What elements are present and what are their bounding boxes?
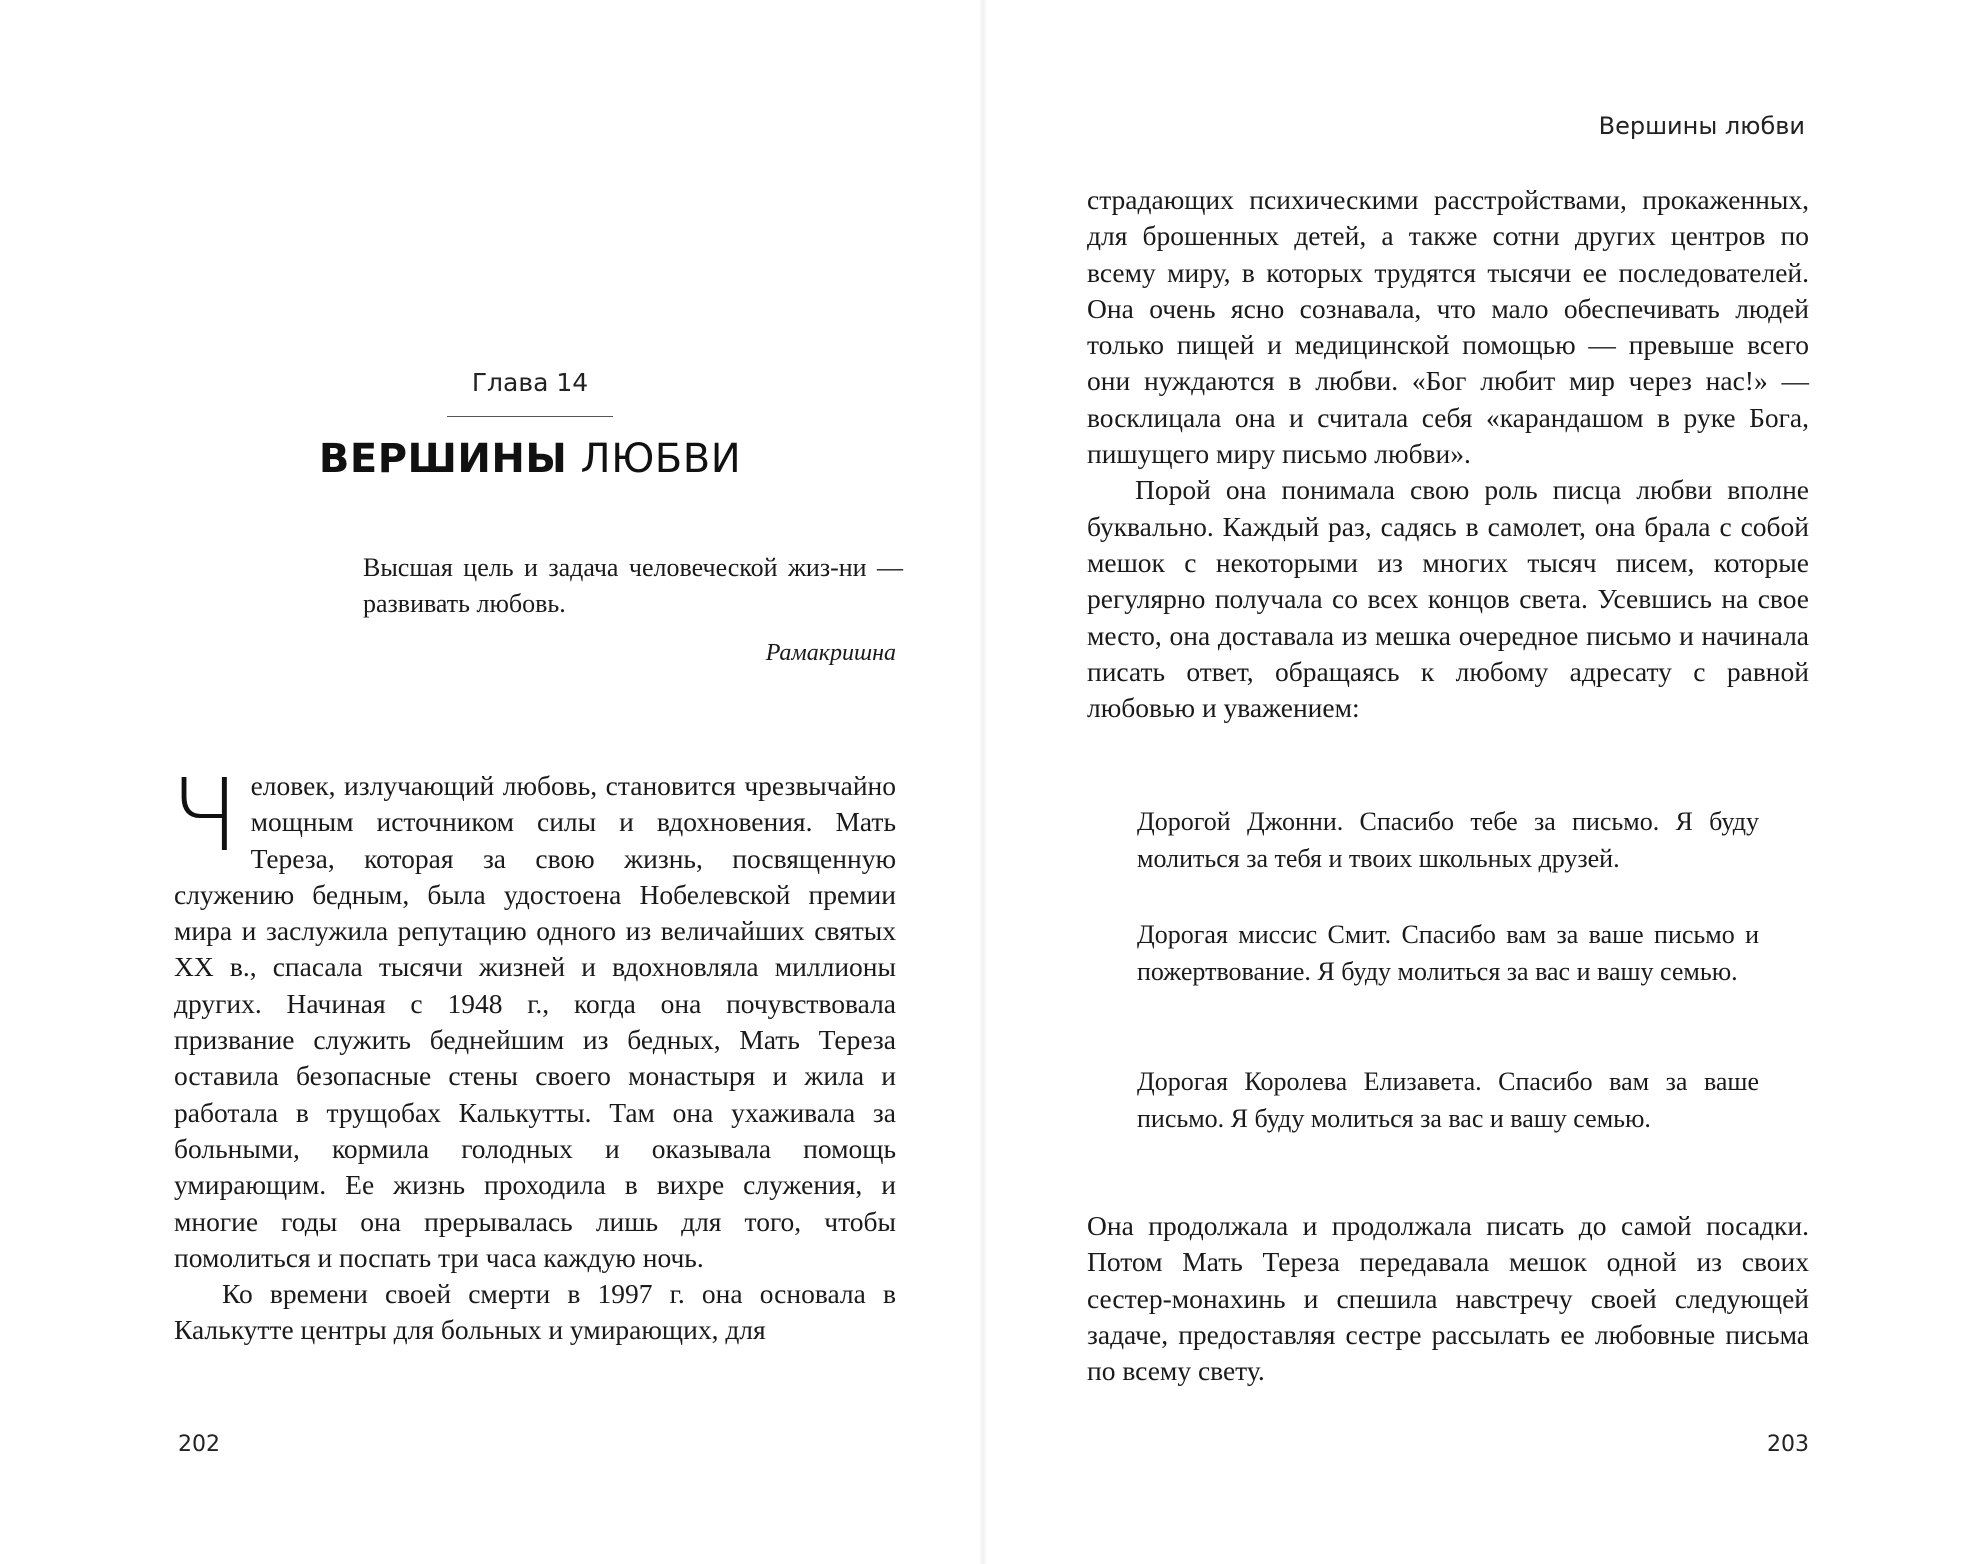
epigraph-text: Высшая цель и задача человеческой жиз-ни — развивать любовь. <box>363 553 903 618</box>
chapter-label: Глава 14 <box>471 368 589 397</box>
left-paragraph-2: Ко времени своей смерти в 1997 г. она основала в Калькутте центры для больных и умирающих, для <box>174 1278 896 1346</box>
epigraph-author: Рамакришна <box>765 640 896 666</box>
letter-1-text: Дорогой Джонни. Спасибо тебе за письмо. Я буду молиться за тебя и твоих школьных друзей. <box>1137 807 1759 873</box>
chapter-title-light: ЛЮБВИ <box>567 436 742 482</box>
page-number-left: 202 <box>178 1432 220 1457</box>
chapter-title-bold: ВЕРШИНЫ <box>318 436 568 482</box>
right-paragraph-1: страдающих психическими расстройствами, прокаженных, для брошенных детей, а также сотни других центров по всему миру, в которых трудятся тысячи ее последователей. Она очень ясно сознавала, что мало обеспечивать людей только пищей и медицинской помощью — превыше всего они нуждаются в любви. «Бог любит мир через нас!» — восклицала она и считала себя «карандашом в руке Бога, пишущего миру письмо любви». <box>1087 184 1809 470</box>
page-number-right: 203 <box>1767 1432 1809 1457</box>
right-paragraph-2: Порой она понимала свою роль писца любви вполне буквально. Каждый раз, садясь в самолет, она брала с собой мешок с некоторыми из многих тысяч писем, которые регулярно получала со всех концов света. Усевшись на свое место, она доставала из мешка очередное письмо и начинала писать ответ, обращаясь к любому адресату с равной любовью и уважением: <box>1087 474 1809 724</box>
running-head: Вершины любви <box>1598 112 1805 140</box>
letter-quote-2 <box>1137 917 1759 990</box>
letter-2-text: Дорогая миссис Смит. Спасибо вам за ваше письмо и пожертвование. Я буду молиться за вас и вашу семью. <box>1137 920 1759 986</box>
letter-quote-1 <box>1137 804 1759 877</box>
right-paragraph-3: Она продолжала и продолжала писать до самой посадки. Потом Мать Тереза передавала мешок одной из своих сестер-монахинь и спешила навстречу своей следующей задаче, предоставляя сестре рассылать ее любовные письма по всему свету. <box>1087 1210 1809 1387</box>
left-paragraph-1-text: еловек, излучающий любовь, становится чрезвычайно мощным источником силы и вдохновения. Мать Тереза, которая за свою жизнь, посвященную служению бедным, была удостоена Нобелевской премии мира и заслужила репутацию одного из величайших святых XX в., спасала тысячи жизней и вдохновляла миллионы других. Начиная с 1948 г., когда она почувствовала призвание служить беднейшим из бедных, Мать Тереза оставила безопасные стены своего монастыря и жила и работала в трущобах Калькутты. Там она ухаживала за больными, кормила голодных и оказывала помощь умирающим. Ее жизнь проходила в вихре служения, и многие годы она прерывалась лишь для того, чтобы помолиться и поспать три часа каждую ночь. <box>174 770 896 1273</box>
right-body-text <box>1087 182 1809 726</box>
right-body-text-2 <box>1087 1208 1809 1389</box>
letter-3-text: Дорогая Королева Елизавета. Спасибо вам за ваше письмо. Я буду молиться за вас и вашу семью. <box>1137 1067 1759 1133</box>
letter-quote-3 <box>1137 1064 1759 1137</box>
dropcap: Ч <box>170 757 239 874</box>
